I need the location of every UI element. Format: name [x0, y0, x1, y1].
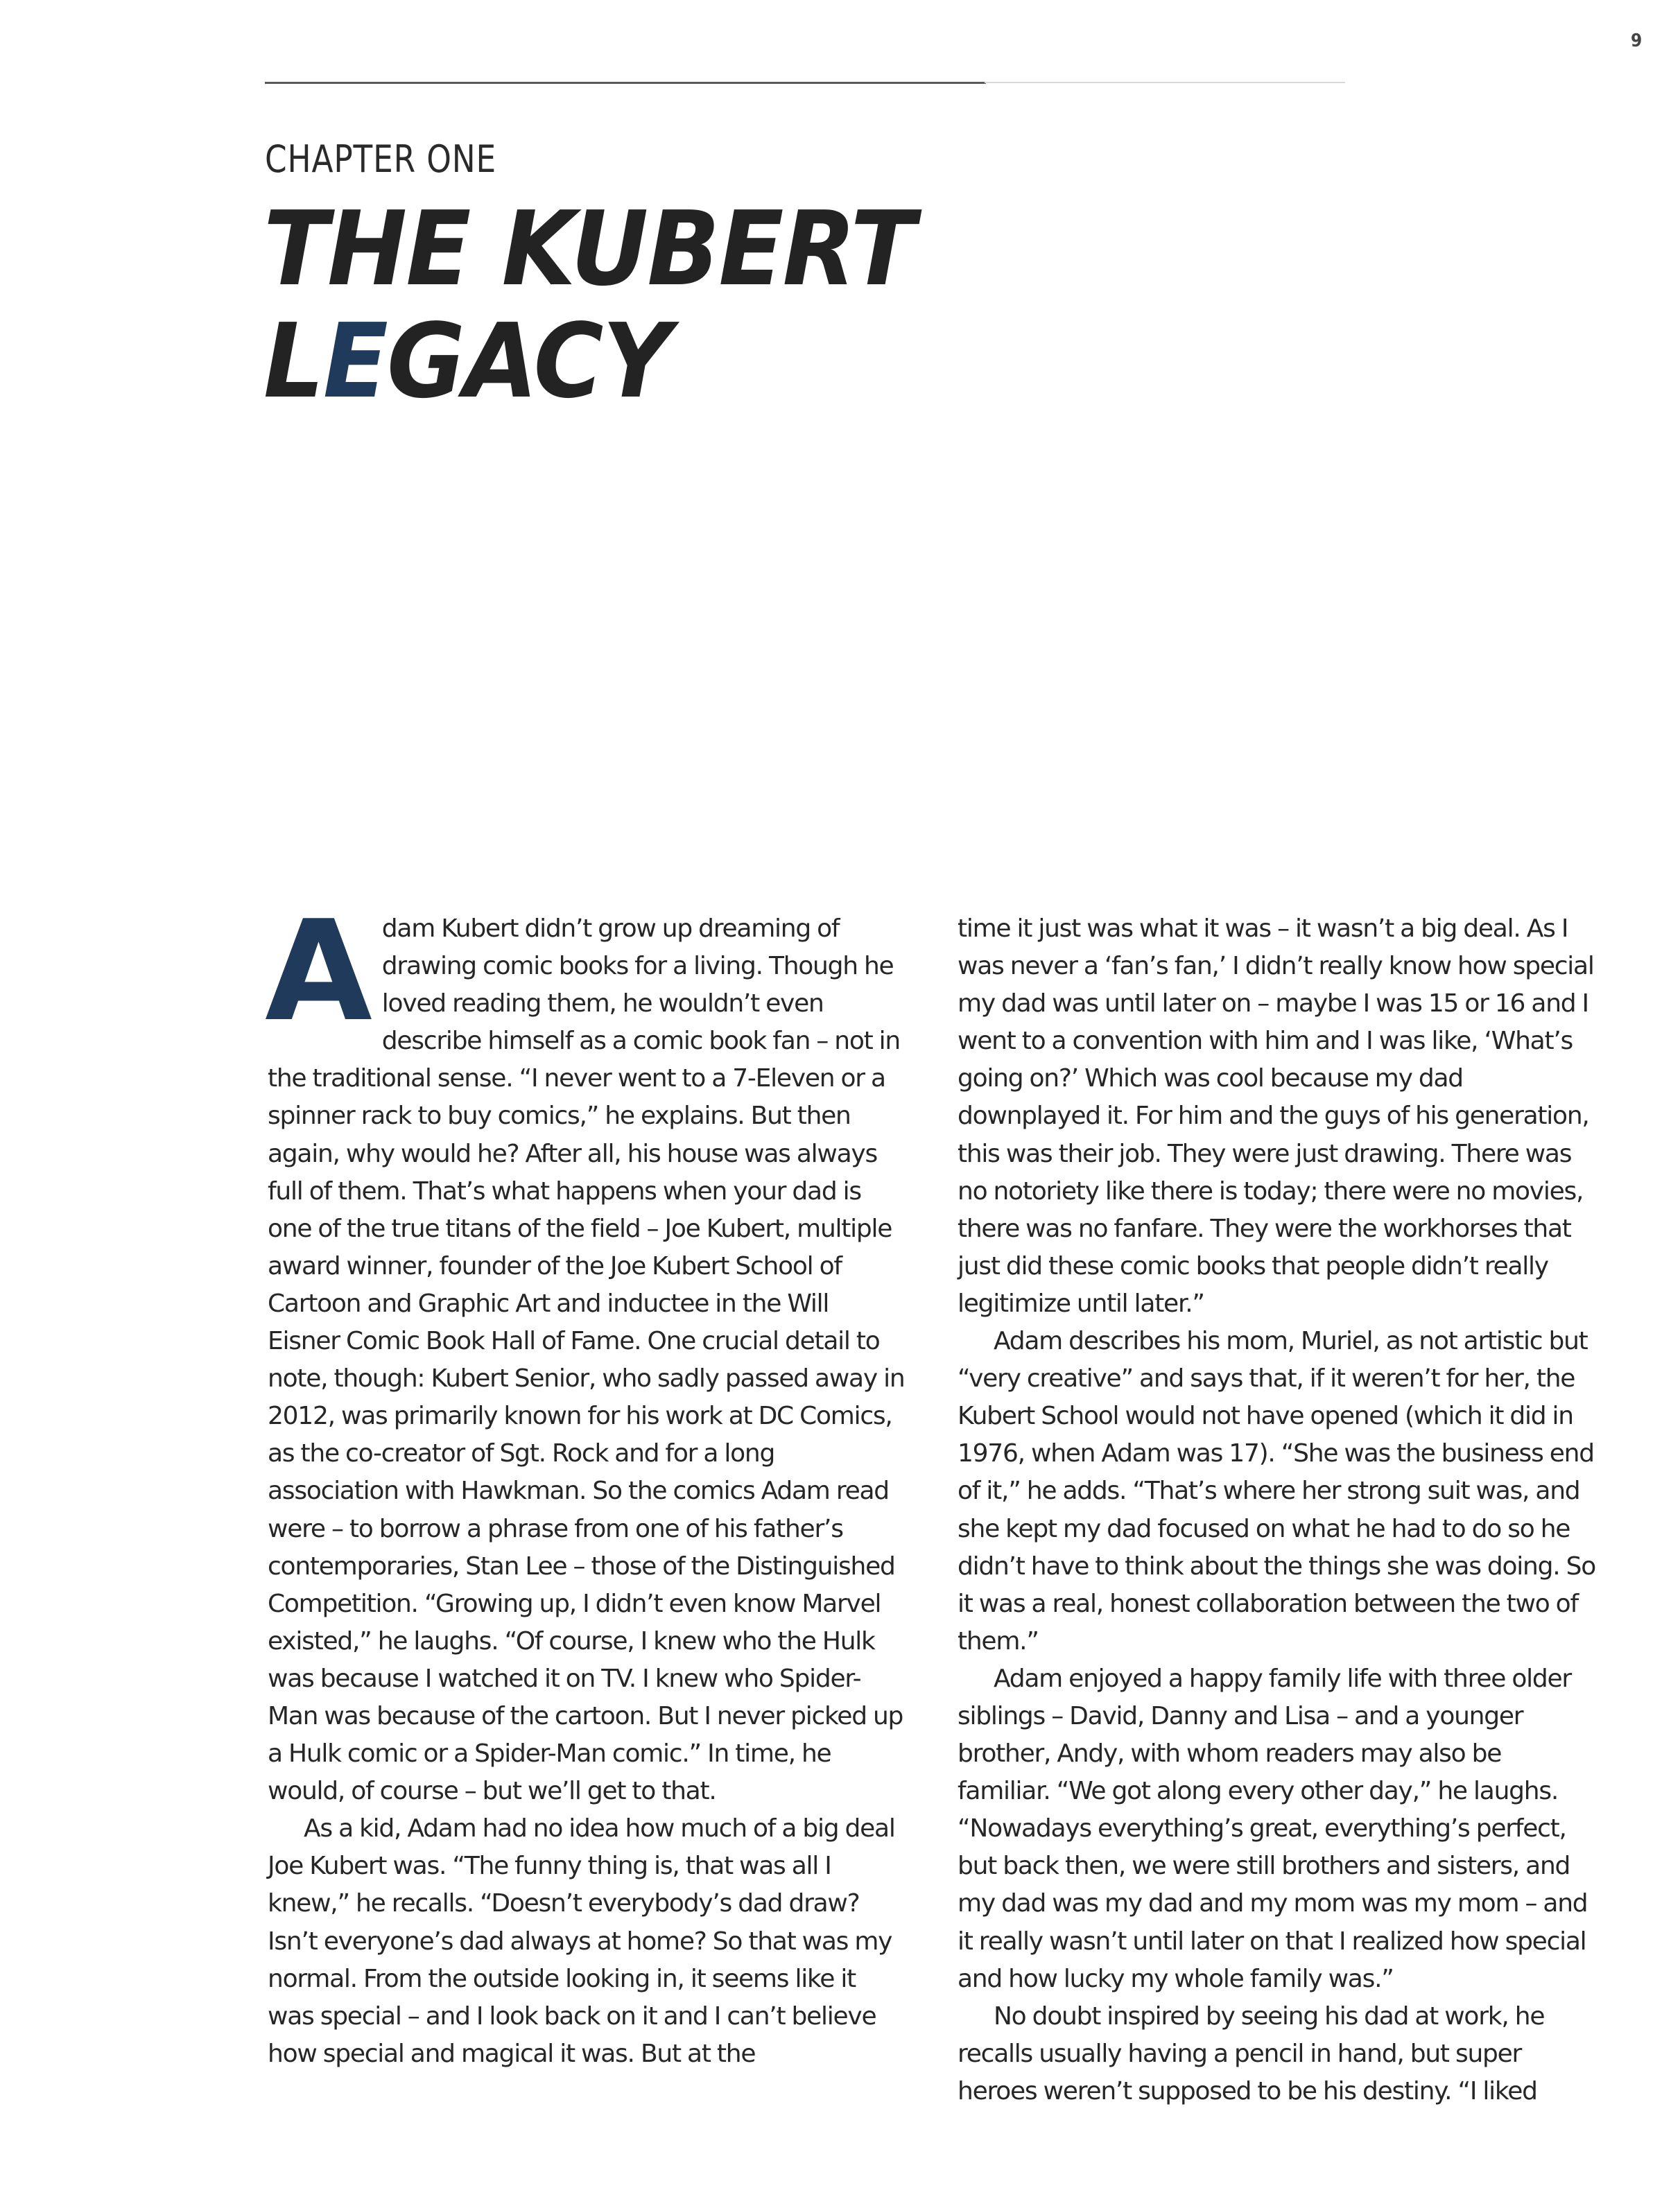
chapter-title-line-2 — [263, 302, 915, 421]
article-paragraph: time it just was what it was – it wasn’t a big deal. As I was never a ‘fan’s fan,’ I didn’t really know how special my dad was until later on – maybe I was 15 or 16 and I went to a convention with him and I was like, ‘What’s going on?’ Which was cool because my dad downplayed it. For him and the guys of his generation, this was their job. They were just drawing. There was no notoriety like there is today; there were no movies, there was no fanfare. They were the workhorses that just did these comic books that people didn’t really legitimize until later.” — [958, 914, 1594, 1318]
header-rule — [265, 82, 986, 84]
article-column-left — [265, 891, 906, 2073]
chapter-title-line-1: THE KUBERT — [263, 189, 915, 309]
paragraph-text: dam Kubert didn’t grow up dreaming of drawing comic books for a living. Though he loved reading them, he wouldn’t even describe himself as a comic book fan – not in the traditional sense. “I never went to a 7-Eleven or a spinner rack to buy comics,” he explains. But then again, why would he? After all, his house was always full of them. That’s what happens when your dad is one of the true titans of the field – Joe Kubert, multiple award winner, founder of the Joe Kubert School of Cartoon and Graphic Art and inductee in the Will Eisner Comic Book Hall of Fame. One crucial detail to note, though: Kubert Senior, who sadly passed away in 2012, was primarily known for his work at DC Comics, as the co-creator of Sgt. Rock and for a long association with Hawkman. So the comics Adam read were – to borrow a phrase from one of his father’s contemporaries, Stan Lee – those of the Distinguished Competition. “Growing up, I didn’t even know Marvel existed,” he laughs. “Of course, I knew who the Hulk was because I watched it on TV. I knew who Spider-Man was because of the cartoon. But I never picked up a Hulk comic or a Spider-Man comic.” In time, he would, of course – but we’ll get to that. — [268, 914, 905, 1806]
chapter-title-suffix: GACY — [387, 302, 670, 421]
article-paragraph — [265, 891, 906, 1810]
article-column-right — [958, 910, 1595, 2110]
chapter-title-prefix: L — [263, 302, 323, 421]
article-paragraph: Adam enjoyed a happy family life with three older siblings – David, Danny and Lisa – and a younger brother, Andy, with whom readers may also be familiar. “We got along every other day,” he laughs. “Nowadays everything’s great, everything’s perfect, but back then, we were still brothers and sisters, and my dad was my dad and my mom was my mom – and it really wasn’t until later on that I realized how special and how lucky my whole family was.” — [958, 1664, 1588, 1993]
article-paragraph: As a kid, Adam had no idea how much of a big deal Joe Kubert was. “The funny thing is, that was all I knew,” he recalls. “Doesn’t everybody’s dad draw? Isn’t everyone’s dad always at home? So that was my normal. From the outside looking in, it seems like it was special – and I look back on it and I can’t believe how special and magical it was. But at the — [268, 1814, 895, 2068]
article-paragraph: Adam describes his mom, Muriel, as not artistic but “very creative” and says that, if it weren’t for her, the Kubert School would not have opened (which it did in 1976, when Adam was 17). “She was the business end of it,” he adds. “That’s where her strong suit was, and she kept my dad focused on what he had to do so he didn’t have to think about the things she was doing. So it was a real, honest collaboration between the two of them.” — [958, 1327, 1595, 1656]
header-rule-fade — [985, 82, 1345, 83]
chapter-title-accent-letter: E — [322, 302, 388, 421]
drop-cap: A — [265, 891, 372, 1052]
article-paragraph: No doubt inspired by seeing his dad at work, he recalls usually having a pencil in hand, but super heroes weren’t supposed to be his destiny. “I liked — [958, 2001, 1545, 2105]
page-number: 9 — [1631, 31, 1643, 51]
chapter-label: CHAPTER ONE — [265, 137, 497, 181]
chapter-title — [263, 189, 915, 421]
